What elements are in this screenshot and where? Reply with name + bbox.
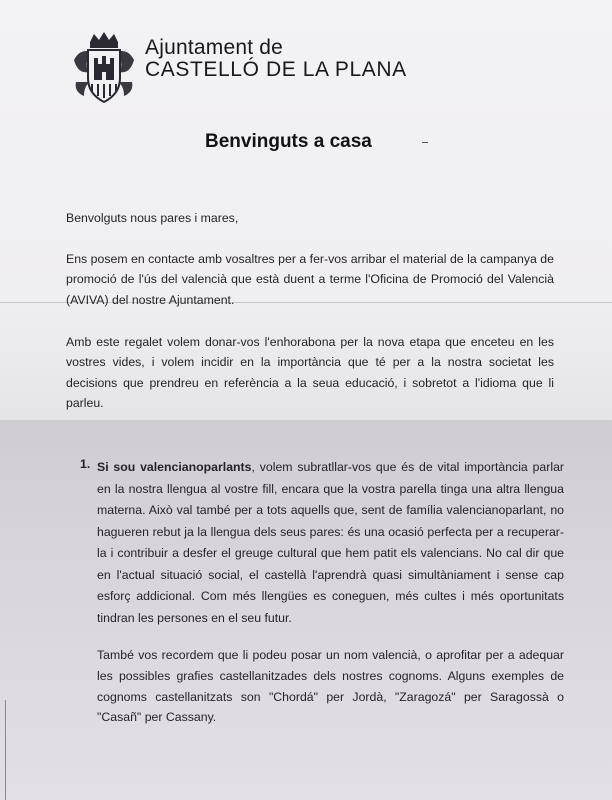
list-item-valencian-speakers xyxy=(97,457,564,629)
paper-edge-line xyxy=(5,700,6,800)
paragraph-names-surnames: També vos recordem que li podeu posar un nom valencià, o aprofitar per a adequar les possibles grafies castellanitzades dels nostres cognoms. Alguns exemples de cognoms castellanitzats son "Chordá" per Jordà, "Zaragozá" per Saragossà o "Casañ" per Cassany. xyxy=(97,648,564,725)
list-item-body: , volem subratllar-vos que és de vital importància parlar en la nostra llengua al vostre fill, encara que la vostra parella tinga una altra llengua materna. Això val també per a tots aquells que, sent de família valencianoparlant, no hagueren rebut ja la llengua dels seus pares: és una ocasió perfecta per a recuperar-la i contribuir a desfer el greuge cultural que hem patit els valencians. No cal dir que en l'actual situació social, el castellà l'aprendrà quasi simultàniament i sense cap esforç addicional. Com més llengües es coneguen, més cultes i més oportunitats tindran les persones en el seu futur. xyxy=(97,460,565,625)
list-item-lead: Si sou valencianoparlants xyxy=(97,460,252,474)
org-name-line-1: Ajuntament de xyxy=(145,36,284,59)
paragraph-intro: Ens posem en contacte amb vosaltres per a fer-vos arribar el material de la campanya de promoció de l'ús del valencià que està duent a terme l'Oficina de Promoció del Valencià (AVIVA) del nostre Ajuntament. xyxy=(66,252,554,307)
castello-coat-of-arms-icon xyxy=(70,30,138,106)
list-item-number: 1. xyxy=(80,457,91,471)
greeting: Benvolguts nous pares i mares, xyxy=(66,211,239,225)
title-mark xyxy=(422,142,428,143)
paragraph-congratulations: Amb este regalet volem donar-vos l'enhorabona per la nova etapa que enceteu en les vostres vides, i volem incidir en la importància que té per a la nostra societat les decisions que prendreu en referència a la seua educació, i sobretot a l'idioma que li parleu. xyxy=(66,335,554,410)
org-name-line-2: CASTELLÓ DE LA PLANA xyxy=(145,58,407,81)
page-title: Benvinguts a casa xyxy=(205,131,372,152)
